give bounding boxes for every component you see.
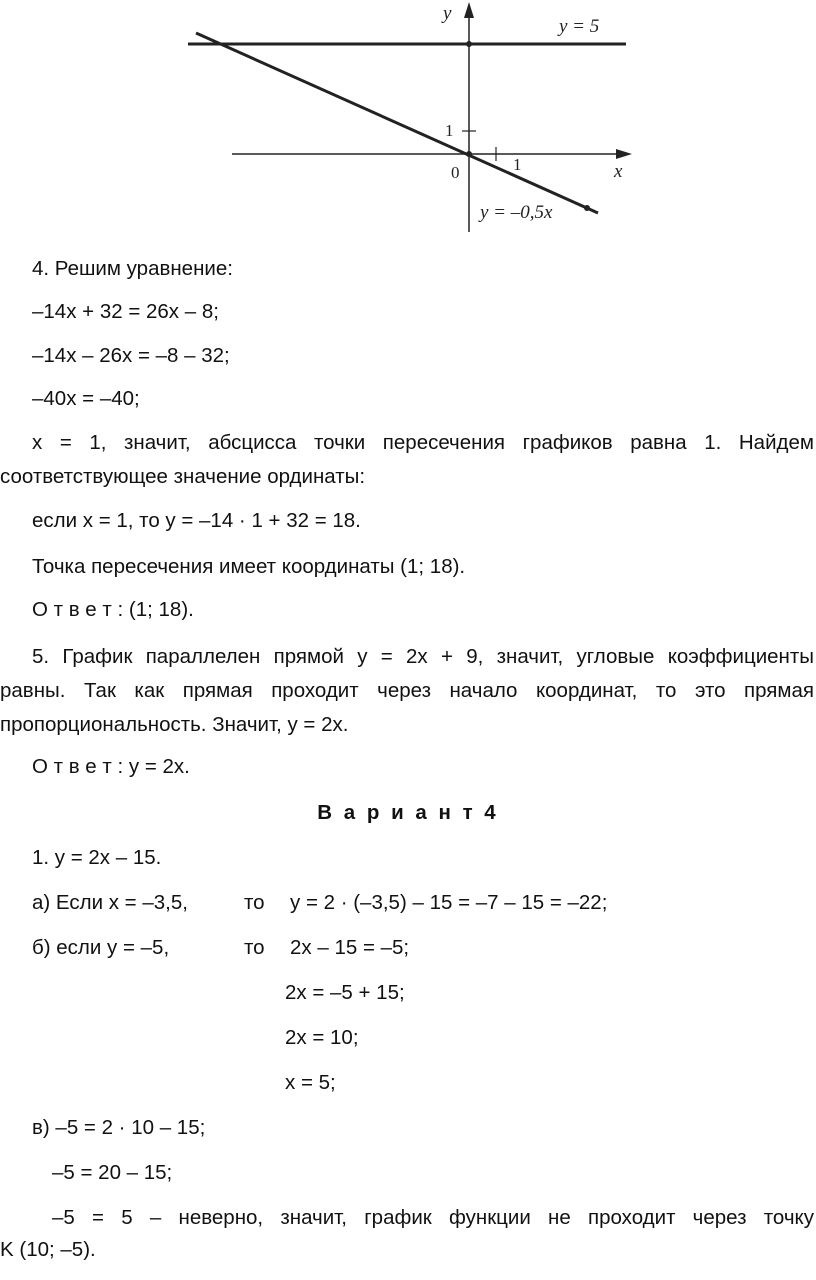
y-axis-arrow-icon	[464, 2, 474, 18]
line-y-equals-minus-half-x	[196, 33, 598, 213]
v4-b-left: б) если y = –5,	[32, 936, 170, 959]
v4-c-line3b: K (10; –5).	[0, 1238, 96, 1261]
task5-line3: пропорциональность. Значит, y = 2x.	[0, 713, 349, 736]
label-y-minus-half-x: y = –0,5x	[480, 202, 553, 223]
v4-b-to: то	[244, 936, 265, 959]
task4-line6: Точка пересечения имеет координаты (1; 18).	[32, 555, 466, 578]
tick-label-y1: 1	[445, 121, 454, 140]
x-axis-label: x	[614, 161, 623, 182]
task4-eq3: –40x = –40;	[32, 387, 140, 410]
v4-c-line3a: –5 = 5 – неверно, значит, график функции не проходит через точку	[52, 1206, 814, 1229]
v4-b-right: 2x – 15 = –5;	[290, 936, 410, 959]
task4-answer	[32, 595, 194, 625]
x-axis-arrow-icon	[616, 149, 632, 159]
function-graph	[0, 0, 816, 250]
origin-point	[466, 151, 472, 157]
task4-eq1: –14x + 32 = 26x – 8;	[32, 300, 219, 323]
task4-eq2: –14x – 26x = –8 – 32;	[32, 344, 230, 367]
variant-title: В а р и а н т 4	[317, 801, 499, 824]
tick-label-x1: 1	[513, 155, 522, 174]
v4-a-left: а) Если x = –3,5,	[32, 891, 188, 914]
origin-label: 0	[451, 163, 460, 182]
v4-a-to: то	[244, 891, 265, 914]
task5-line1: 5. График параллелен прямой y = 2x + 9, значит, угловые коэффициенты	[32, 645, 814, 668]
v4-b-step2: 2x = –5 + 15;	[285, 981, 405, 1004]
answer-value: (1; 18).	[128, 598, 194, 621]
v4-a-right: y = 2 · (–3,5) – 15 = –7 – 15 = –22;	[290, 891, 608, 914]
v4-line1: 1. y = 2x – 15.	[32, 846, 162, 869]
v4-b-step4: x = 5;	[285, 1071, 336, 1094]
answer-value: y = 2x.	[128, 755, 190, 778]
v4-b-step3: 2x = 10;	[285, 1026, 359, 1049]
task5-line2: равны. Так как прямая проходит через начало координат, то это прямая	[0, 679, 814, 702]
task4-intro: 4. Решим уравнение:	[32, 257, 233, 280]
task4-line4b: соответствующее значение ординаты:	[0, 465, 366, 488]
task4-line4a: x = 1, значит, абсцисса точки пересечения графиков равна 1. Найдем	[32, 431, 814, 454]
v4-c-line2: –5 = 20 – 15;	[52, 1161, 173, 1184]
task4-line5: если x = 1, то y = –14 · 1 + 32 = 18.	[32, 509, 361, 532]
answer-label: О т в е т :	[32, 598, 124, 621]
y-axis-label: y	[443, 3, 452, 24]
answer-label: О т в е т :	[32, 755, 124, 778]
intersection-point	[466, 41, 472, 47]
task5-answer	[32, 752, 190, 782]
v4-c-line1: в) –5 = 2 · 10 – 15;	[32, 1116, 206, 1139]
label-y5: y = 5	[559, 16, 600, 37]
line-end-point	[584, 205, 590, 211]
